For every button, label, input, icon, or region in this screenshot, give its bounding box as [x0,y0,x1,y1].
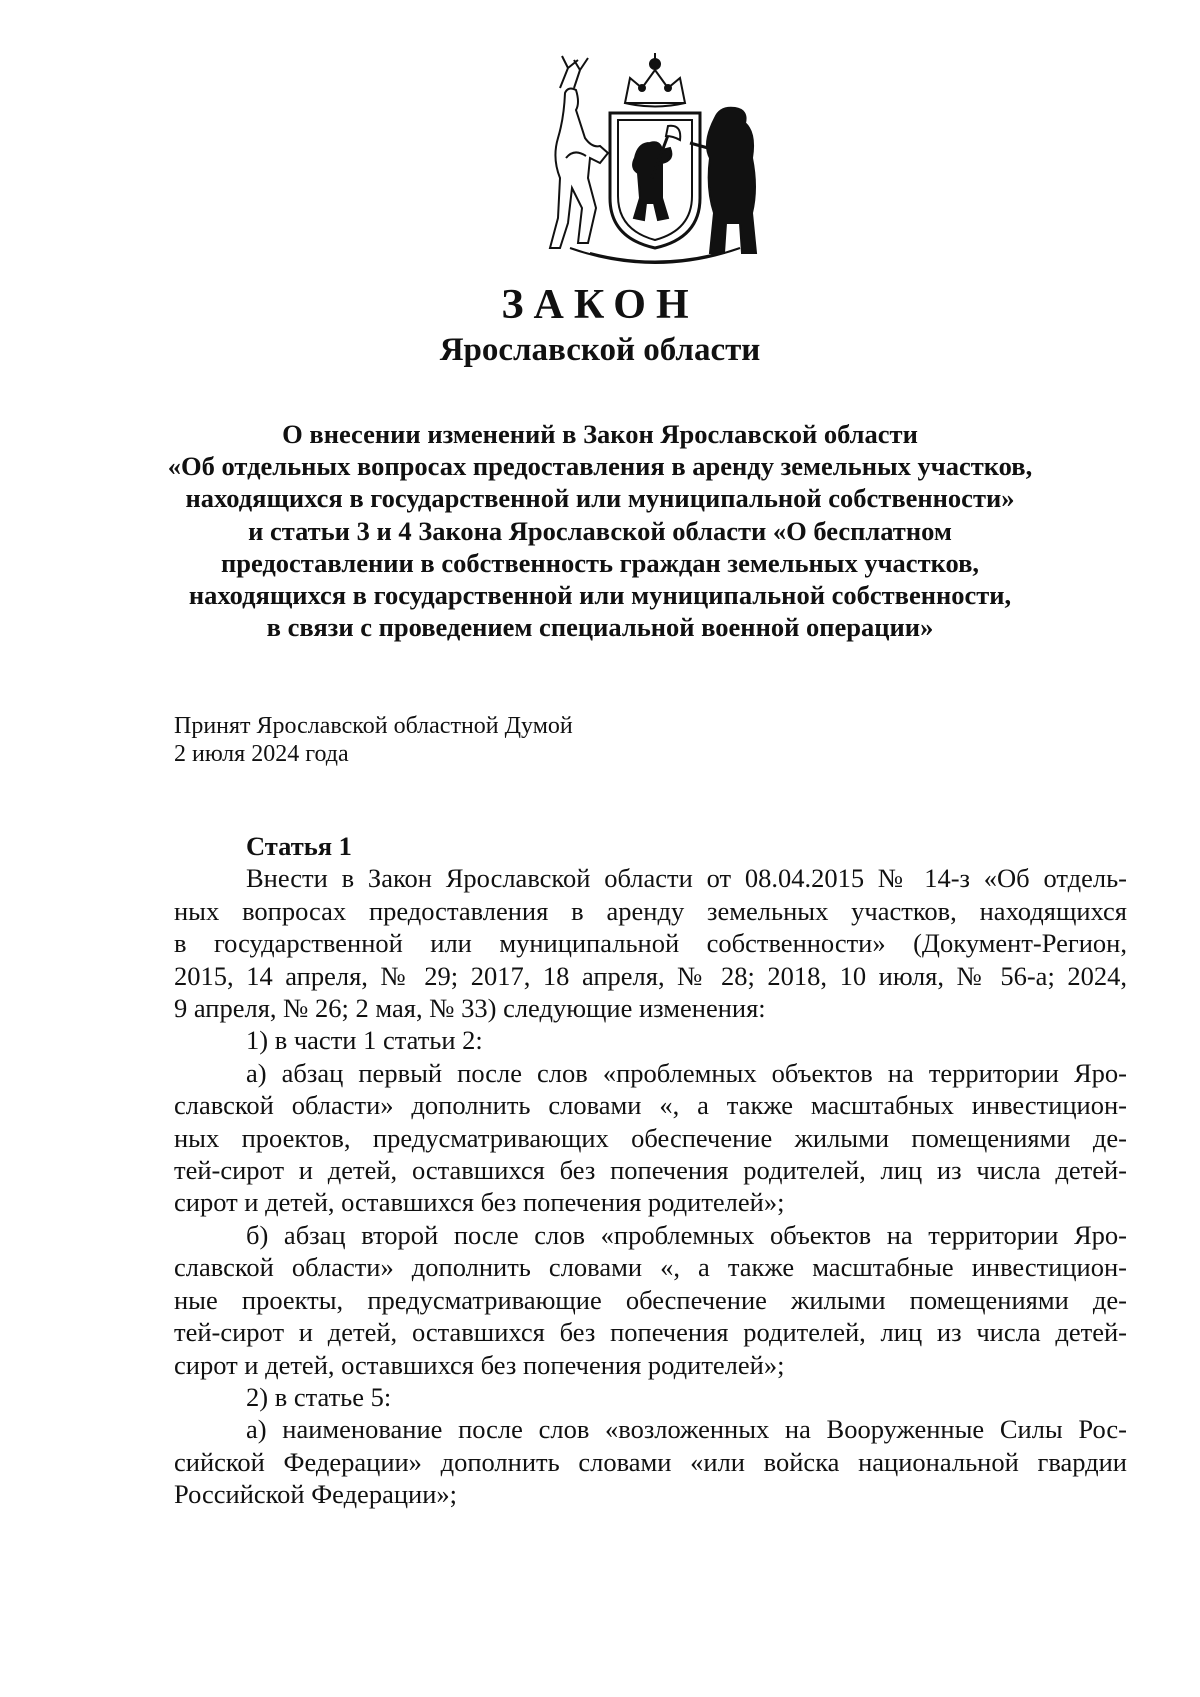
heading-line: «Об отдельных вопросах предоставления в аренду земельных участков, [167,451,1033,482]
heading-line: предоставлении в собственность граждан земельных участков, [220,547,980,578]
text-line: 2015, 14 апреля, № 29; 2017, 18 апреля, № 28; 2018, 10 июля, № 56-а; 2024, [174,960,1127,991]
article-body [174,830,1127,1511]
text-line: Внести в Закон Ярославской области от 08.04.2015 № 14-з «Об отдель- [246,863,1127,894]
text-line: славской области» дополнить словами «, а также масштабных инвестицион- [174,1090,1127,1121]
coat-of-arms-icon [530,48,780,268]
text-line: тей-сирот и детей, оставшихся без попечения родителей, лиц из числа детей- [174,1155,1127,1186]
text-line: сирот и детей, оставшихся без попечения родителей»; [174,1349,785,1380]
text-line: а) наименование после слов «возложенных на Вооруженные Силы Рос- [246,1414,1127,1445]
text-line: в государственной или муниципальной собственности» (Документ-Регион, [174,928,1127,959]
document-subtitle: Ярославской области [439,332,761,368]
text-line: 2) в статье 5: [246,1381,392,1412]
adoption-note [174,712,573,768]
adopted-by: Принят Ярославской областной Думой [174,713,573,739]
text-line: сирот и детей, оставшихся без попечения родителей»; [174,1187,785,1218]
text-line: 9 апреля, № 26; 2 мая, № 33) следующие изменения: [174,993,766,1024]
heading-line: находящихся в государственной или муниципальной собственности» [185,483,1015,514]
law-heading [160,418,1040,643]
text-line: славской области» дополнить словами «, а также масштабные инвестицион- [174,1252,1127,1283]
text-line: б) абзац второй после слов «проблемных объектов на территории Яро- [246,1219,1127,1250]
heading-line: О внесении изменений в Закон Ярославской области [282,419,918,449]
text-line: ных проектов, предусматривающих обеспечение жилыми помещениями де- [174,1122,1127,1153]
heading-line: и статьи 3 и 4 Закона Ярославской области «О бесплатном [248,515,952,546]
text-line: Российской Федерации»; [174,1479,457,1510]
document-title: ЗАКОН [501,282,699,328]
adopted-date: 2 июля 2024 года [174,741,349,767]
text-line: тей-сирот и детей, оставшихся без попечения родителей, лиц из числа детей- [174,1317,1127,1348]
heading-line: находящихся в государственной или муниципальной собственности, [188,580,1012,611]
text-line: а) абзац первый после слов «проблемных объектов на территории Яро- [246,1057,1127,1088]
heading-line: в связи с проведением специальной военной операции» [266,612,934,643]
text-line: ных вопросах предоставления в аренду земельных участков, находящихся [174,895,1127,926]
article-title: Статья 1 [246,831,352,861]
text-line: ные проекты, предусматривающие обеспечение жилыми помещениями де- [174,1284,1127,1315]
text-line: 1) в части 1 статьи 2: [246,1025,483,1056]
text-line: сийской Федерации» дополнить словами «или войска национальной гвардии [174,1446,1127,1477]
